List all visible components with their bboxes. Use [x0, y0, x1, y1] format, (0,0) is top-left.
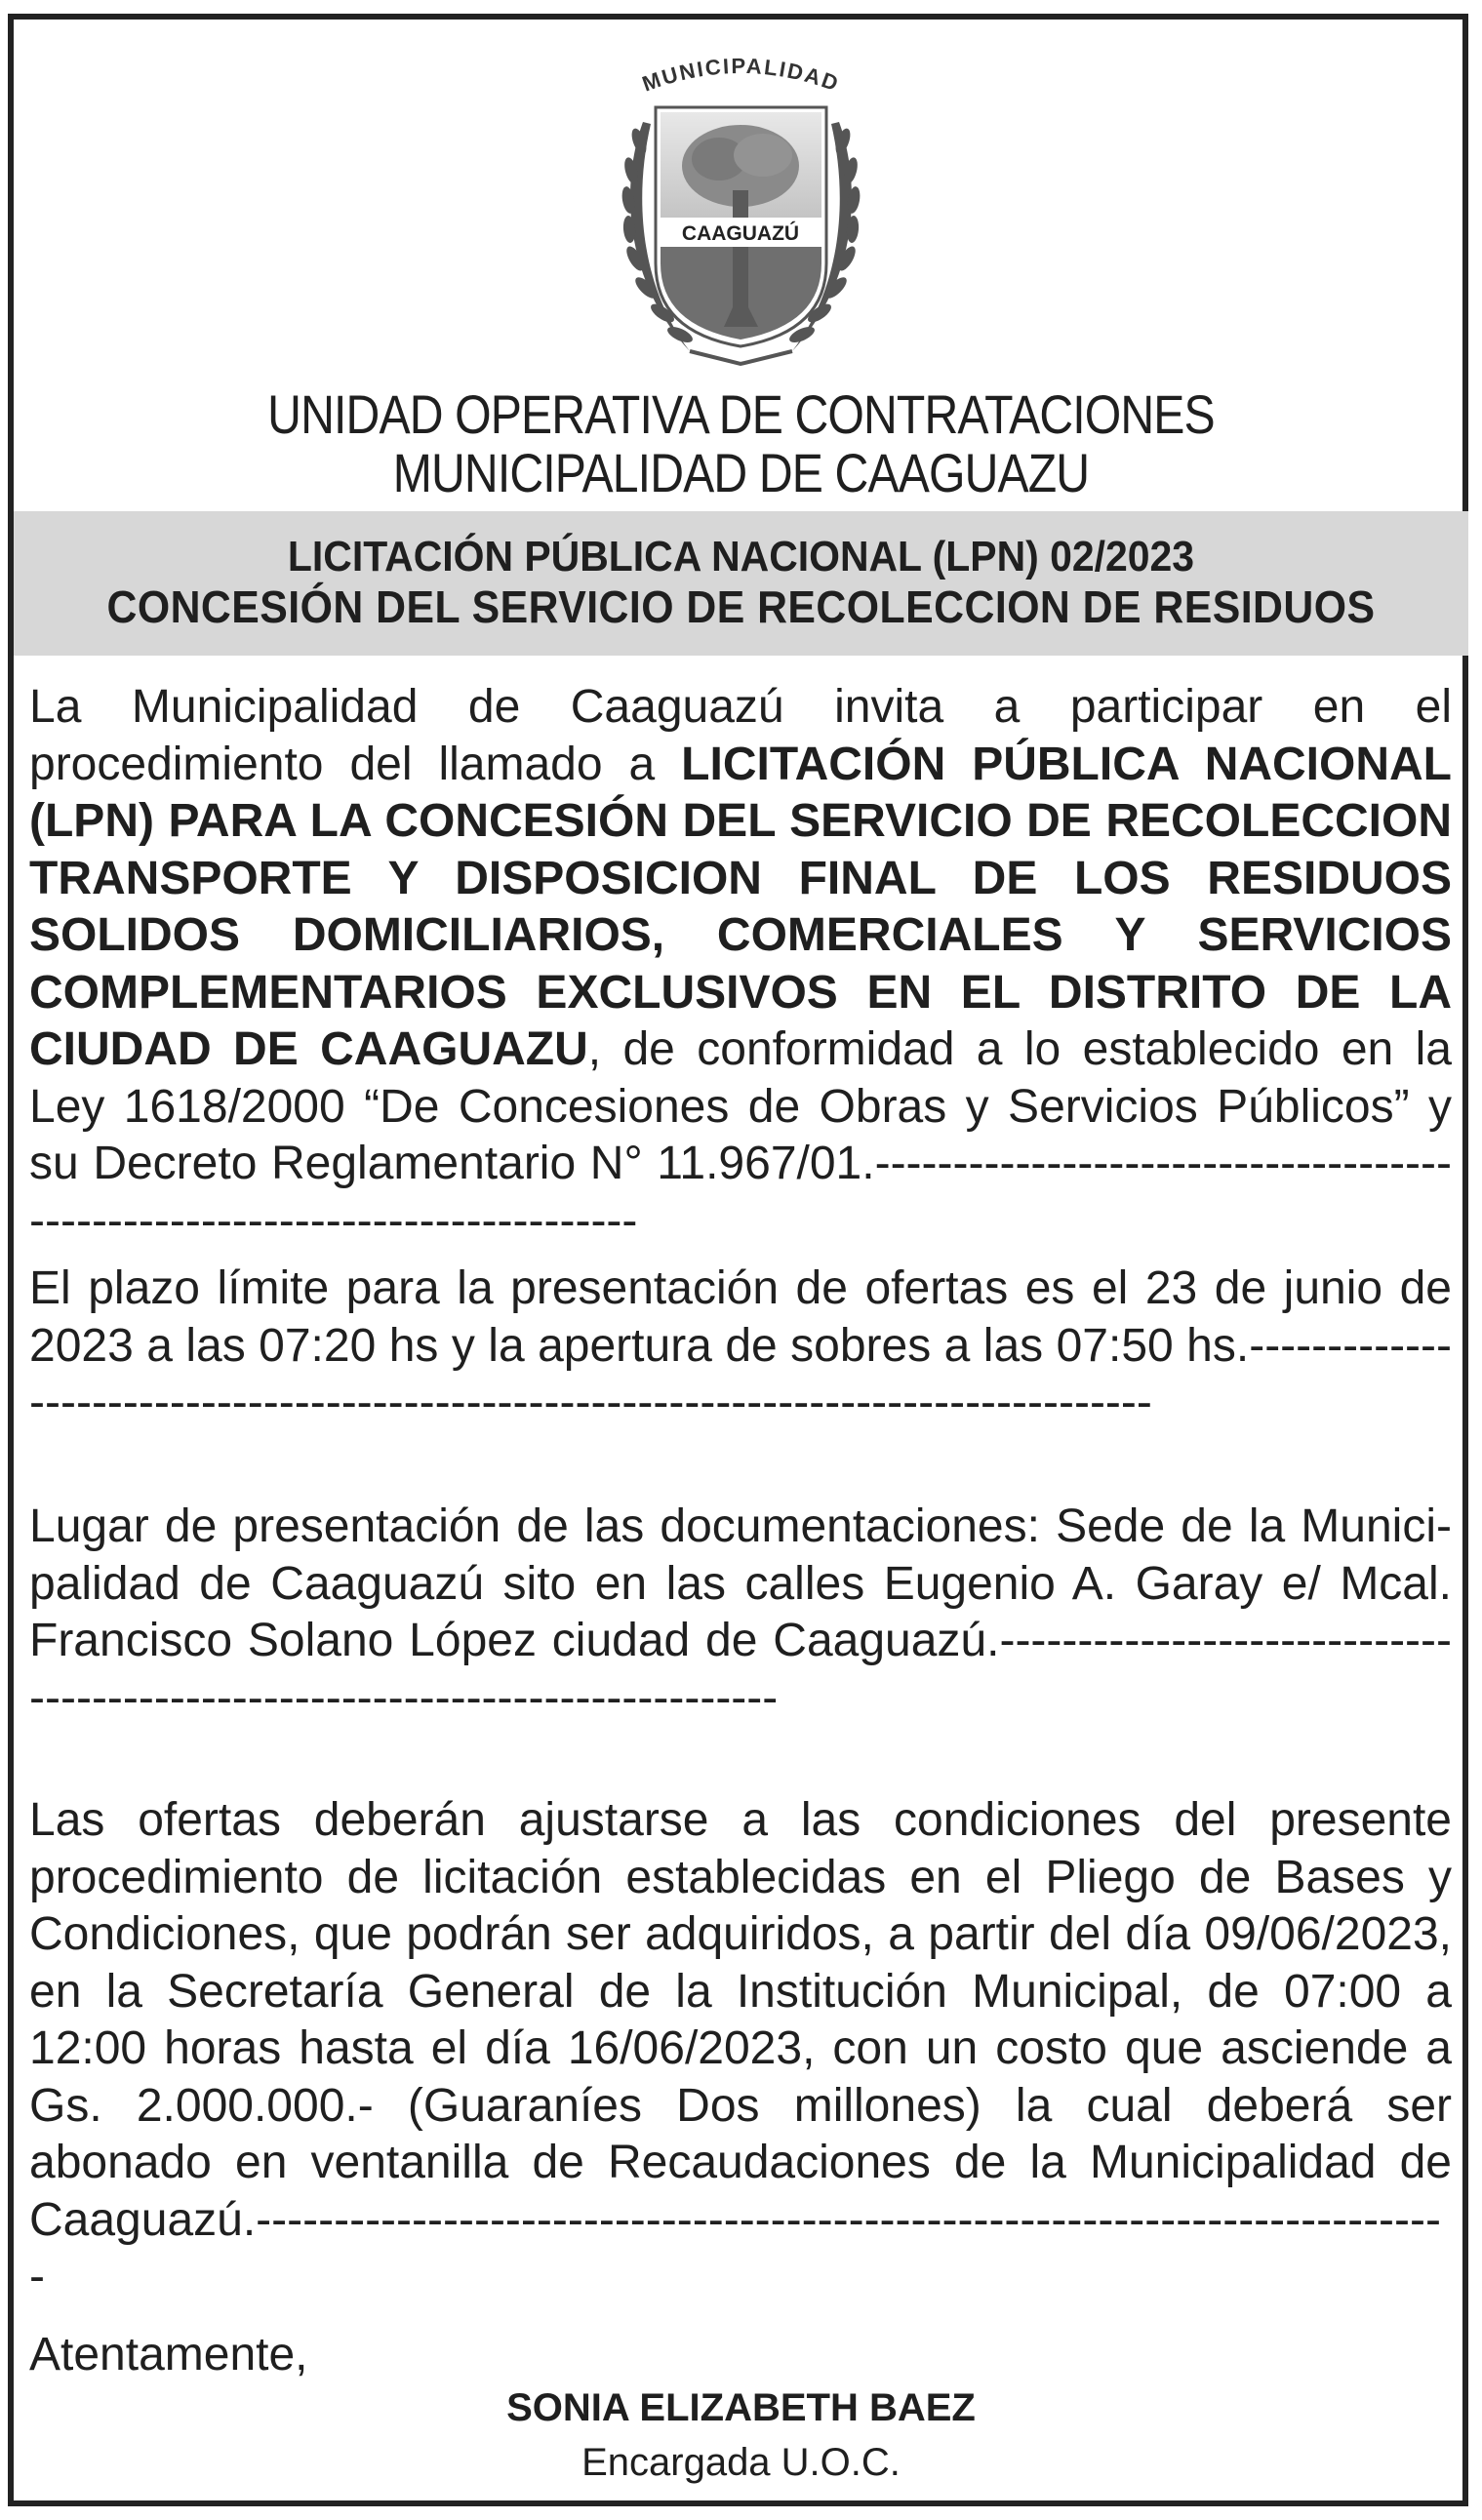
paragraph-invitation: [29, 679, 1452, 1250]
conditions-text: Las ofertas deberán ajustarse a las condiciones del presente procedimiento de licitación establecidas en el Pliego de Bases y Condiciones, que podrán ser adquiridos, a partir del día 09/06/2023, en la Secretaría General de la Institución Municipal, de 07:00 a 12:00 horas hasta el día 16/06/2023, con un costo que asciende a Gs. 2.000.000.- (Guaraníes Dos millones) la cual deberá ser abonado en ventanilla de Recaudaciones de la Municipalidad de Caaguazú.: [29, 1794, 1452, 2246]
svg-text:CAAGUAZÚ: CAAGUAZÚ: [681, 222, 800, 245]
dash-filler: -----------------------------------------------------------------------------: [29, 2193, 1441, 2302]
dash-filler: -------------------------------------------------------------------------------------: [29, 1319, 1452, 1428]
municipal-crest-logo: [582, 54, 900, 376]
header-line-2: MUNICIPALIDAD DE CAAGUAZU: [392, 442, 1090, 503]
signatory-role: Encargada U.O.C.: [581, 2441, 901, 2484]
issuing-unit-header: [103, 385, 1378, 502]
paragraph-conditions: [29, 1792, 1452, 2306]
paragraph-location: [29, 1499, 1452, 1727]
dash-filler: ----------------------------------------------------------------------------: [29, 1138, 1452, 1247]
svg-text:MUNICIPALIDAD: MUNICIPALIDAD: [638, 54, 844, 97]
invitation-intro: La Municipalidad de Caaguazú invita a participar en el procedimiento del llamado a: [29, 681, 1452, 790]
dash-filler: -----------------------------------------------------------------------------: [29, 1615, 1452, 1724]
invitation-legal-basis: , de conformidad a lo establecido en la Ley 1618/2000 “De Concesiones de Obras y Servicios Públicos” y su Decreto Reglamentario N° 11.967/01.: [29, 1023, 1453, 1189]
signatory-name: SONIA ELIZABETH BAEZ: [506, 2386, 976, 2429]
deadline-text: El plazo límite para la presentación de ofertas es el 23 de junio de 2023 a las 07:20 hs y la apertura de sobres a las 07:50 hs.: [29, 1262, 1452, 1372]
header-line-1: UNIDAD OPERATIVA DE CONTRATACIONES: [267, 383, 1215, 445]
salutation: Atentamente,: [29, 2329, 308, 2380]
tender-subtitle: CONCESIÓN DEL SERVICIO DE RECOLECCION DE RESIDUOS: [106, 581, 1376, 632]
paragraph-deadline: [29, 1260, 1452, 1432]
location-text: Lugar de presentación de las documentaciones: Sede de la Municipalidad de Caaguazú sito en las calles Eugenio A. Garay e/ Mcal. Francisco Solano López ciudad de Caaguazú.: [29, 1500, 1452, 1666]
invitation-bold-subject: LICITACIÓN PÚBLICA NACIONAL (LPN) PARA LA CONCESIÓN DEL SERVICIO DE RECOLECCION TRANSPORTE Y DISPOSICION FINAL DE LOS RESIDUOS SOLIDOS DOMICILIARIOS, COMERCIALES Y SERVICIOS COMPLEMENTARIOS EXCLUSIVOS EN EL DISTRITO DE LA CIUDAD DE CAAGUAZU: [29, 738, 1452, 1075]
tender-title: LICITACIÓN PÚBLICA NACIONAL (LPN) 02/2023: [287, 533, 1195, 580]
